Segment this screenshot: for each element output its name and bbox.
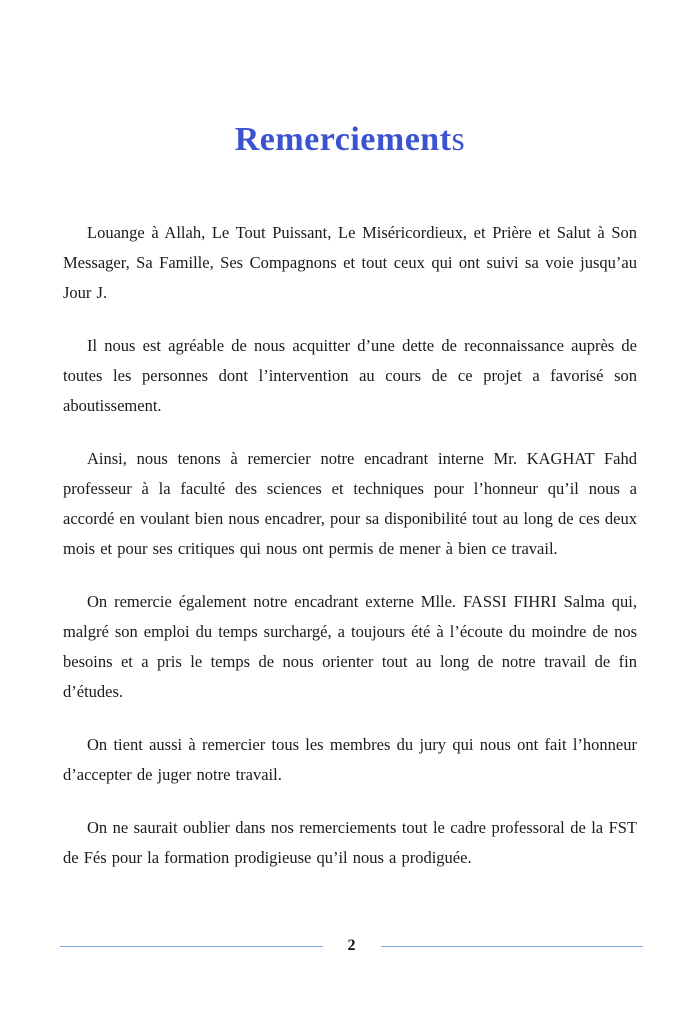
document-body: [63, 218, 637, 873]
footer-rule-left: [60, 946, 323, 947]
paragraph-dette-reconnaissance: Il nous est agréable de nous acquitter d’une dette de reconnaissance auprès de toutes les personnes dont l’intervention au cours de ce projet a favorisé son aboutissement.: [63, 336, 637, 415]
page-number: 2: [347, 937, 356, 954]
page-title: [0, 0, 700, 160]
paragraph-louange: Louange à Allah, Le Tout Puissant, Le Miséricordieux, et Prière et Salut à Son Messager, Sa Famille, Ses Compagnons et tout ceux qui ont suivi sa voie jusqu’au Jour J.: [63, 223, 637, 302]
paragraph-membres-jury: On tient aussi à remercier tous les membres du jury qui nous ont fait l’honneur d’accepter de juger notre travail.: [63, 735, 637, 784]
footer-rule-right: [381, 946, 644, 947]
paragraph-encadrant-externe: On remercie également notre encadrant externe Mlle. FASSI FIHRI Salma qui, malgré son emploi du temps surchargé, a toujours été à l’écoute du moindre de nos besoins et a pris le temps de nous orienter tout au long de notre travail de fin d’études.: [63, 592, 637, 701]
page-title-bold-part: Remerciement: [234, 121, 452, 158]
paragraph-encadrant-interne: Ainsi, nous tenons à remercier notre encadrant interne Mr. KAGHAT Fahd professeur à la faculté des sciences et techniques pour l’honneur qu’il nous a accordé en voulant bien nous encadrer, pour sa disponibilité tout au long de ces deux mois et pour ses critiques qui nous ont permis de mener à bien ce travail.: [63, 449, 637, 558]
page-title-tail-part: s: [451, 121, 466, 158]
paragraph-cadre-professoral: On ne saurait oublier dans nos remerciements tout le cadre professoral de la FST de Fés pour la formation prodigieuse qu’il nous a prodiguée.: [63, 818, 637, 867]
page-footer: [0, 936, 700, 956]
